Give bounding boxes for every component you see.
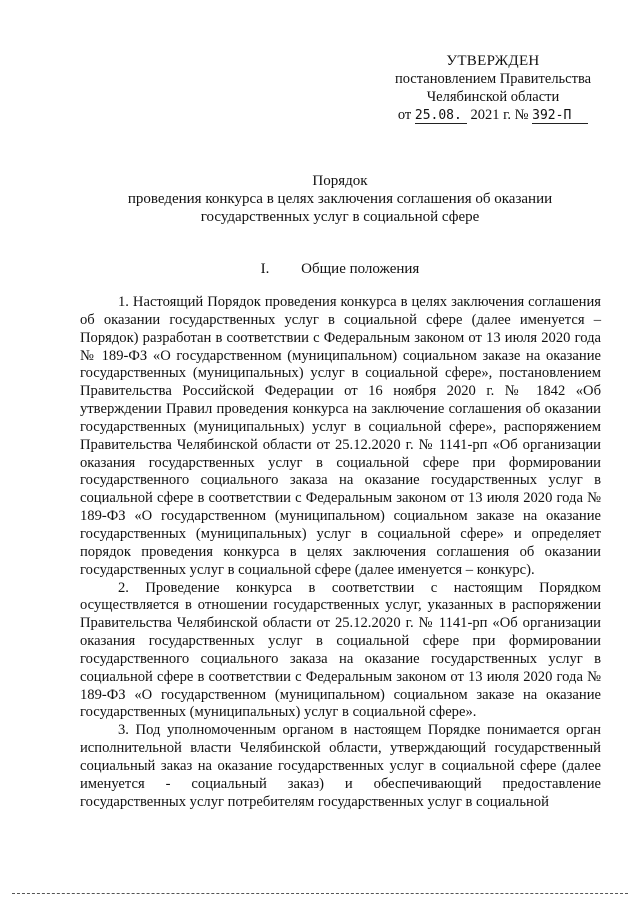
- section-heading: [80, 260, 600, 278]
- paragraph-1: 1. Настоящий Порядок проведения конкурса в целях заключения соглашения об оказании государственных услуг в социальной сфере (далее именуется – Порядок) разработан в соответствии с Федеральным законом от 13 июля 2020 года № 189-ФЗ «О государственном (муниципальном) социальном заказе на оказание государственных (муниципальных) услуг в социальной сфере», постановлением Правительства Российской Федерации от 16 ноября 2020 г. № 1842 «Об утверждении Правил проведения конкурса на заключение соглашения об оказании государственных (муниципальных) услуг в социальной сфере», распоряжением Правительства Челябинской области от 25.12.2020 г. № 1141-рп «Об организации оказания государственных услуг в социальной сфере при формировании государственного социального заказа на оказание государственных услуг в социальной сфере в соответствии с Федеральным законом от 13 июля 2020 года № 189-ФЗ «О государственном (муниципальном) социальном заказе на оказание государственных (муниципальных) услуг в социальной сфере» и определяет порядок проведения конкурса в целях заключения соглашения об оказании государственных услуг в социальной сфере (далее именуется – конкурс).: [80, 294, 601, 578]
- approval-year: 2021 г. №: [470, 107, 529, 123]
- approval-line-1: постановлением Правительства: [394, 71, 592, 87]
- title-line-2: проведения конкурса в целях заключения соглашения об оказании: [127, 191, 553, 207]
- section-number: I.: [260, 261, 270, 277]
- approval-date-line: [380, 106, 606, 124]
- paragraph-2: 2. Проведение конкурса в соответствии с настоящим Порядком осуществляется в отношении государственных услуг, указанных в распоряжении Правительства Челябинской области от 25.12.2020 г. № 1141-рп «Об организации оказания государственных услуг в социальной сфере при формировании государственного социального заказа на оказание государственных услуг в социальной сфере в соответствии с Федеральным законом от 13 июля 2020 года № 189-ФЗ «О государственном (муниципальном) социальном заказе на оказание государственных (муниципальных) услуг в социальной сфере».: [80, 579, 601, 721]
- approval-date: 25.08.: [415, 108, 467, 124]
- document-title: [80, 172, 600, 226]
- approval-stamp: [380, 52, 606, 124]
- title-line-1: Порядок: [312, 173, 368, 189]
- section-title: Общие положения: [301, 261, 420, 277]
- page-bottom-divider: [12, 893, 628, 894]
- approval-heading: УТВЕРЖДЕН: [446, 53, 540, 69]
- approval-number: 392-П: [532, 108, 588, 124]
- paragraph-3: 3. Под уполномоченным органом в настоящем Порядке понимается орган исполнительной власти Челябинской области, утверждающий государственный социальный заказ на оказание государственных услуг в социальной сфере (далее именуется - социальный заказ) и обеспечивающий предоставление государственных услуг потребителям государственных услуг в социальной: [80, 722, 601, 810]
- approval-prefix: от: [397, 107, 412, 123]
- approval-line-2: Челябинской области: [426, 89, 560, 105]
- document-body: [80, 294, 601, 811]
- title-line-3: государственных услуг в социальной сфере: [200, 209, 480, 225]
